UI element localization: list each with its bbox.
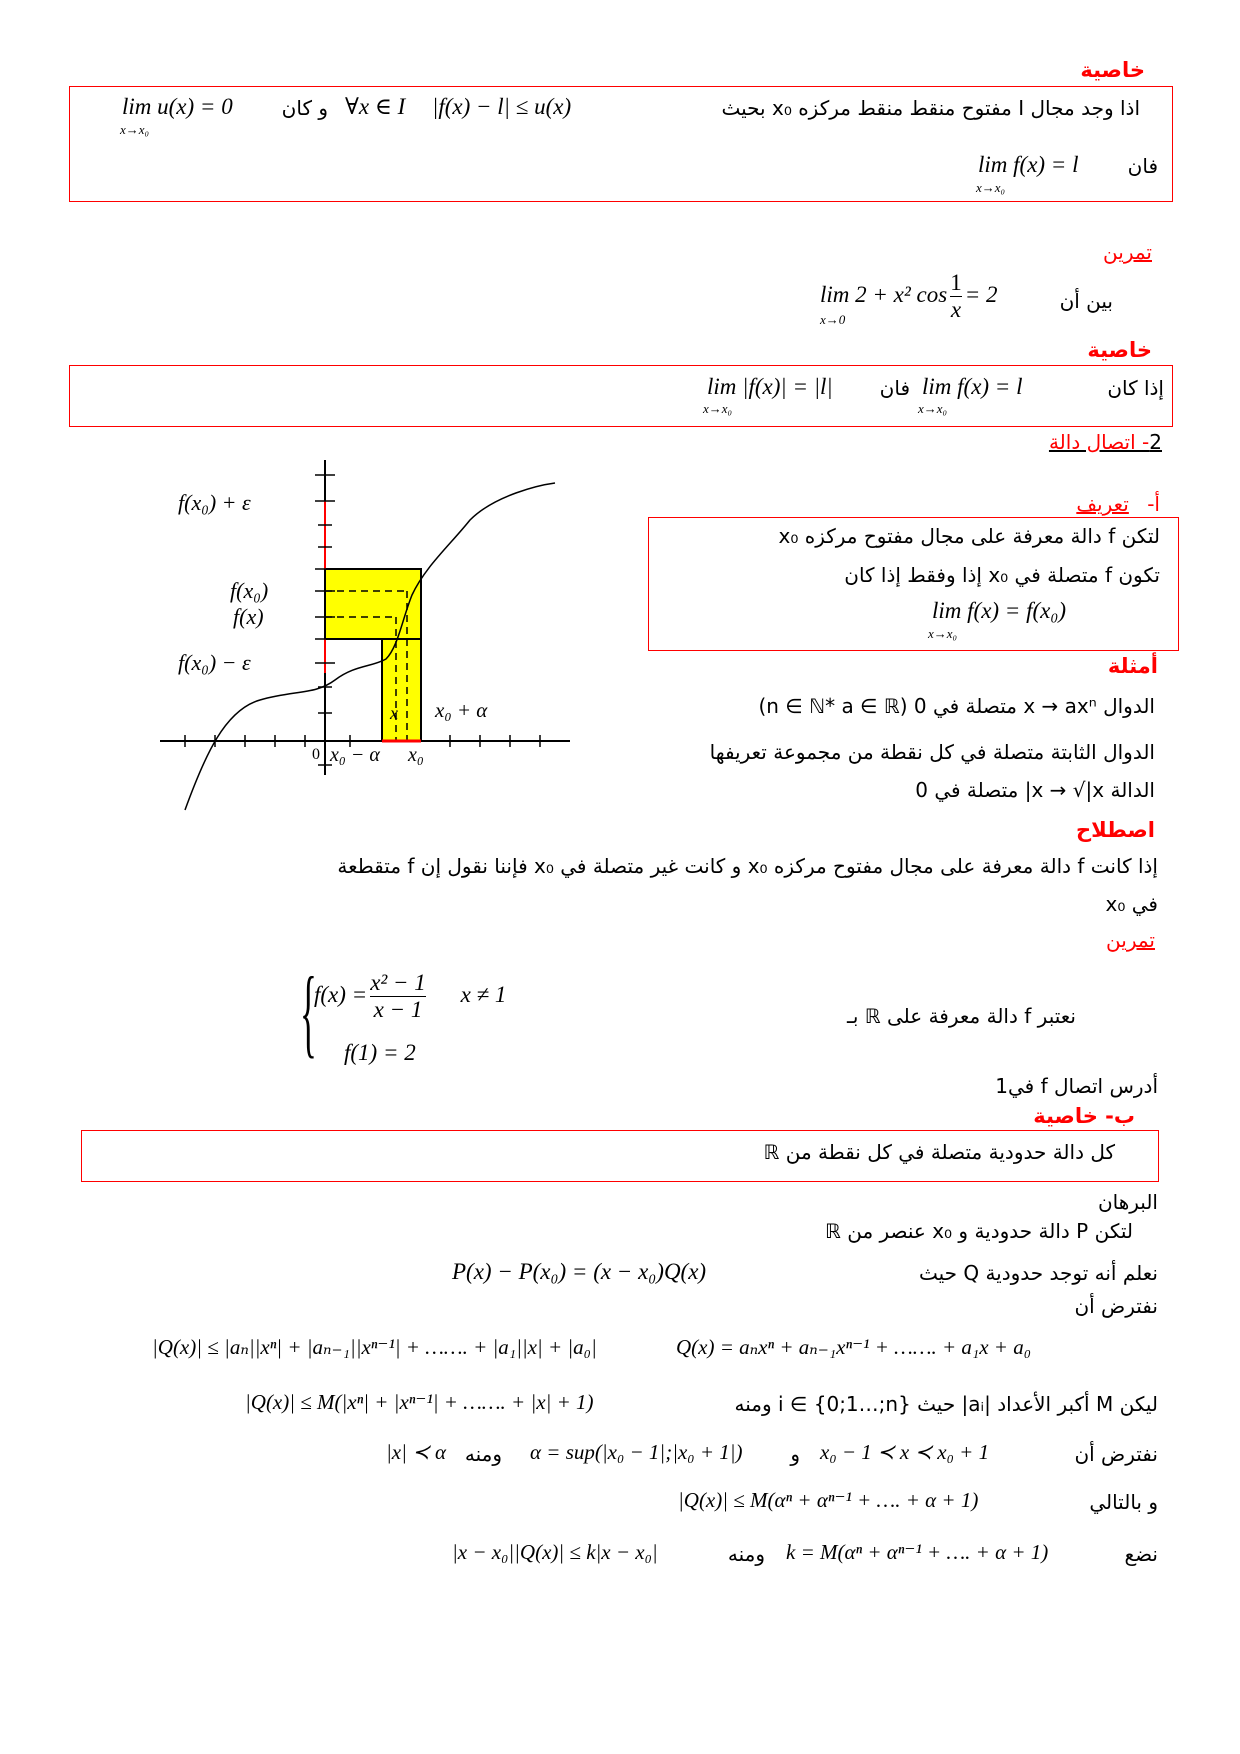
proof-line-2-equation: P(x) − P(x₀) = (x − x₀)Q(x) xyxy=(452,1259,707,1284)
proof-line-7-text: و بالتالي xyxy=(1089,1490,1158,1514)
exercise-1-title: تمرين xyxy=(1103,240,1152,264)
exercise-2-title: تمرين xyxy=(1106,928,1155,952)
definition-label: أ- تعريف xyxy=(1076,492,1160,516)
proof-line-5-equation: |Q(x)| ≤ M(|xⁿ| + |xⁿ⁻¹| + ……. + |x| + 1) xyxy=(245,1390,594,1414)
terminology-line-2: في x₀ xyxy=(1105,892,1158,916)
figure-band-lower xyxy=(382,639,421,741)
figure-label-x0-plus-alpha: x₀ + α xyxy=(435,698,488,722)
property-2-if: إذا كان xyxy=(1107,376,1164,400)
property-1-heading: خاصية xyxy=(1080,58,1145,82)
definition-equation: lim f(x) = f(x₀) xyxy=(932,598,1066,623)
property-1-limit-u: lim u(x) = 0 xyxy=(122,94,233,119)
property-1-inequality: |f(x) − l| ≤ u(x) xyxy=(432,94,572,119)
property-2-heading: خاصية xyxy=(1087,338,1152,362)
proof-line-6-then: ومنه xyxy=(464,1442,502,1466)
section-2-title: 2- اتصال دالة xyxy=(1048,430,1162,454)
definition-line-2: تكون f متصلة في x₀ إذا وفقط إذا كان xyxy=(844,563,1160,587)
proof-line-3: نفترض أن xyxy=(1074,1294,1158,1318)
proof-line-4-bound: |Q(x)| ≤ |aₙ||xⁿ| + |aₙ₋₁||xⁿ⁻¹| + ……. + |a₁||x| + |a₀| xyxy=(152,1335,597,1359)
property-2-lim-1: lim f(x) = l xyxy=(922,374,1023,399)
property-2-lim-1-under: x→x₀ xyxy=(918,401,948,416)
examples-line-2: الدوال الثابتة متصلة في كل نقطة من مجموعة تعريفها xyxy=(709,740,1155,764)
continuity-figure xyxy=(150,455,580,817)
proof-line-6-alpha: α = sup(|x₀ − 1|;|x₀ + 1|) xyxy=(530,1440,743,1464)
figure-label-lower-bound: f(x₀) − ε xyxy=(178,650,251,675)
exercise-2-system xyxy=(300,956,560,1072)
property-1-forall: ∀x ∈ I xyxy=(345,94,406,119)
proof-line-8-inequality: |x − x₀||Q(x)| ≤ k|x − x₀| xyxy=(452,1540,658,1564)
terminology-heading: اصطلاح xyxy=(1075,818,1155,842)
definition-equation-under: x→x₀ xyxy=(928,626,958,641)
system-line-1: f(x) = $\frac{\text{x² − 1}}{x - 1}$ x ≠ 1 xyxy=(314,970,507,1022)
proof-line-7-equation: |Q(x)| ≤ M(αⁿ + αⁿ⁻¹ + …. + α + 1) xyxy=(678,1488,979,1512)
property-2-lim-2: lim |f(x)| = |l| xyxy=(707,374,833,399)
system-line-2: f(1) = 2 xyxy=(344,1040,416,1065)
proof-line-8-then: ومنه xyxy=(727,1542,765,1566)
property-1-limit-f: lim f(x) = l xyxy=(978,152,1079,177)
proof-line-6-and: و xyxy=(790,1442,800,1466)
exercise-2-study: أدرس اتصال f في1 xyxy=(995,1074,1158,1098)
exercise-1-expression: lim 2 + x² cos $\frac{1}{x}$ = 2 xyxy=(820,270,998,322)
figure-label-x: x xyxy=(390,703,398,723)
proof-line-8-text: نضع xyxy=(1124,1542,1158,1566)
examples-line-1: الدوال x → axⁿ متصلة في 0 (n ∈ ℕ* a ∈ ℝ) xyxy=(758,694,1155,718)
figure-label-upper-bound: f(x₀) + ε xyxy=(178,490,251,515)
property-1-limit-u-under: x→x₀ xyxy=(120,122,150,137)
figure-label-f-x: f(x) xyxy=(233,604,264,629)
proof-line-8-k: k = M(αⁿ + αⁿ⁻¹ + …. + α + 1) xyxy=(786,1540,1049,1564)
definition-line-1: لتكن f دالة معرفة على مجال مفتوح مركزه x₀ xyxy=(778,524,1160,548)
terminology-line-1: إذا كانت f دالة معرفة على مجال مفتوح مركزه x₀ و كانت غير متصلة في x₀ فإننا نقول إن f متقطعة xyxy=(337,854,1158,878)
property-1-then: فان xyxy=(1127,154,1158,178)
proof-line-2-text: نعلم أنه توجد حدودية Q حيث xyxy=(918,1261,1158,1285)
property-1-limit-f-under: x→x₀ xyxy=(976,180,1006,195)
property-2-lim-2-under: x→x₀ xyxy=(703,401,733,416)
property-3-text: كل دالة حدودية متصلة في كل نقطة من ℝ xyxy=(763,1140,1115,1164)
figure-label-x0: x₀ xyxy=(408,744,424,766)
figure-label-f-x0: f(x₀) xyxy=(230,578,269,603)
exercise-1-under: x→0 xyxy=(820,312,846,327)
figure-label-origin: 0 xyxy=(312,746,320,763)
exercise-2-consider: نعتبر f دالة معرفة على ℝ بـ xyxy=(847,1004,1076,1028)
system-brace: { xyxy=(300,956,317,1067)
proof-line-6-text: نفترض أن xyxy=(1074,1442,1158,1466)
proof-line-1: لتكن P دالة حدودية و x₀ عنصر من ℝ xyxy=(825,1219,1133,1243)
proof-title: البرهان xyxy=(1097,1190,1158,1214)
proof-line-4-polynomial: Q(x) = aₙxⁿ + aₙ₋₁xⁿ⁻¹ + ……. + a₁x + a₀ xyxy=(676,1335,1032,1359)
examples-line-3: الدالة x → √|x| متصلة في 0 xyxy=(915,778,1155,802)
property-1-and: و كان xyxy=(281,96,328,120)
proof-line-6-abs-x: |x| ≺ α xyxy=(386,1440,446,1464)
exercise-1-text: بين أن xyxy=(1059,289,1113,313)
examples-heading: أمثلة xyxy=(1107,654,1158,678)
property-1-text: اذا وجد مجال I مفتوح منقط منقط مركزه x₀ بحيث xyxy=(721,96,1140,120)
property-3-heading: ب- خاصية xyxy=(1033,1104,1135,1128)
property-2-then: فان xyxy=(879,376,910,400)
proof-line-6-interval: x₀ − 1 ≺ x ≺ x₀ + 1 xyxy=(820,1440,990,1464)
figure-label-x0-minus-alpha: x₀ − α xyxy=(330,744,380,766)
proof-line-5-text: ليكن M أكبر الأعداد |aᵢ| حيث i ∈ {0;1…;n} ومنه xyxy=(734,1392,1158,1416)
